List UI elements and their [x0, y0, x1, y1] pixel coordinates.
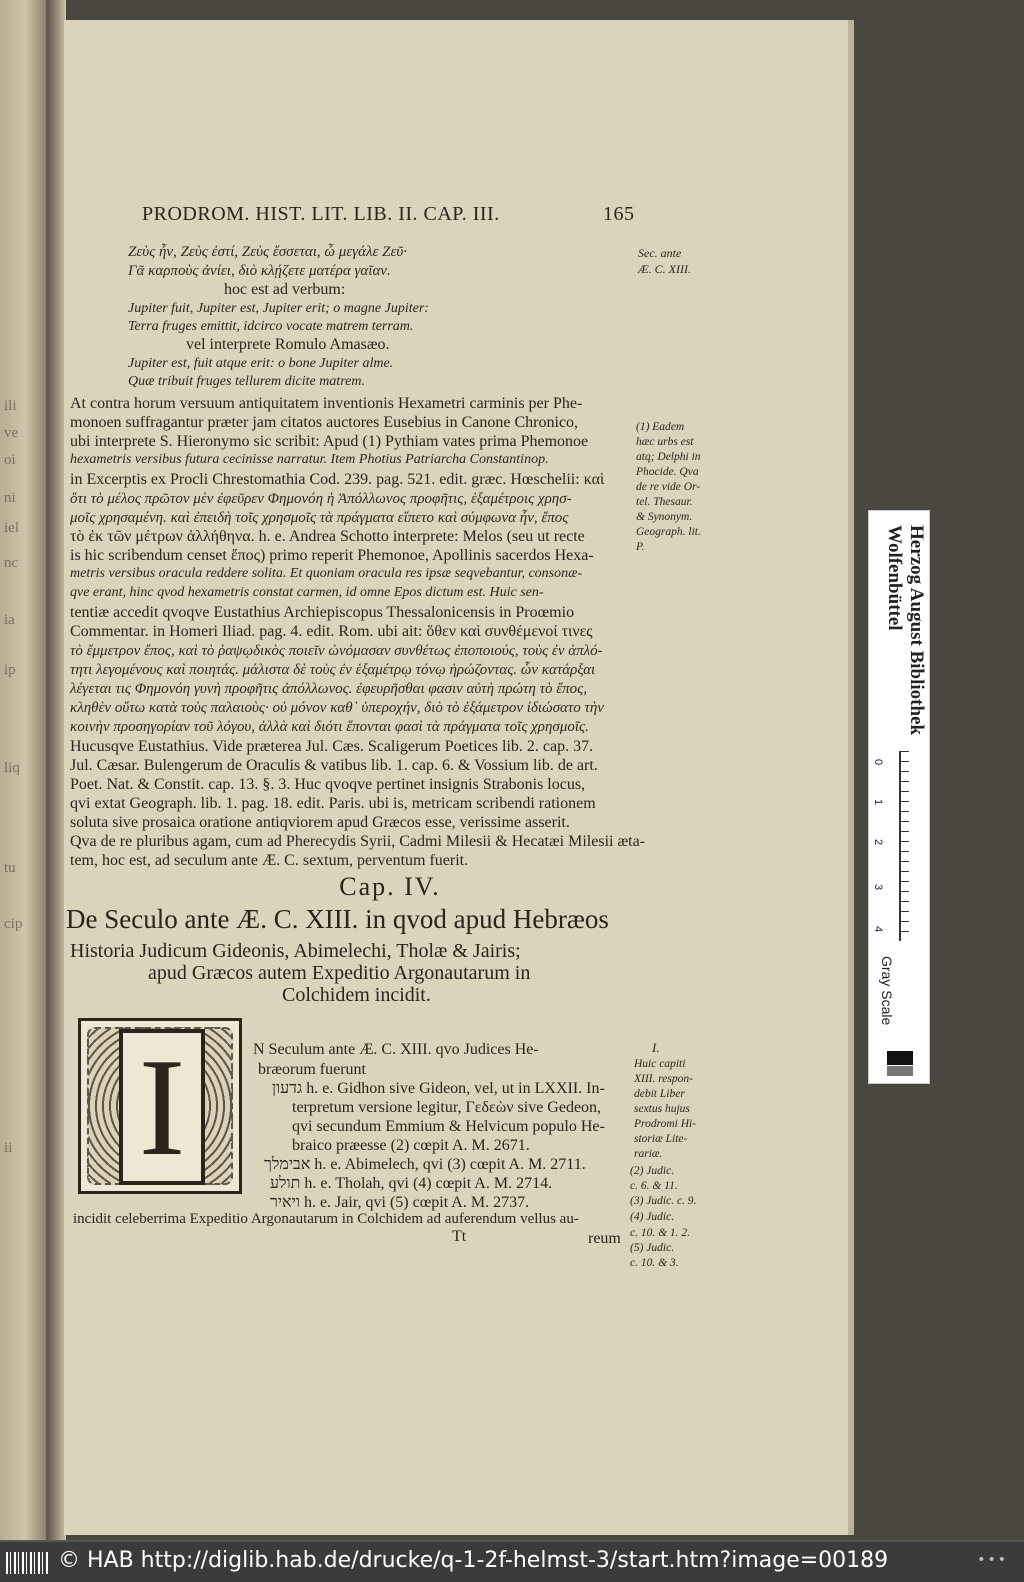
scale-number: 3	[872, 883, 885, 891]
chapter-title-line: Historia Judicum Gideonis, Abimelechi, Tholæ & Jairis;	[70, 940, 521, 962]
margin-note: tel. Thesaur.	[636, 496, 693, 508]
page-edge	[848, 20, 854, 1535]
left-page-fragment: ip	[4, 662, 16, 678]
margin-note: debit Liber	[634, 1088, 685, 1100]
gray-swatch-mid	[887, 1066, 913, 1076]
chapter-body-line: תולע h. e. Tholah, qvi (4) cœpit A. M. 2714.	[270, 1175, 553, 1192]
margin-note: I.	[652, 1040, 660, 1055]
left-page-fragment: iel	[4, 520, 19, 536]
body-line: Qva de re pluribus agam, cum ad Pherecydis Syrii, Cadmi Milesii & Hecatæi Milesii æta-	[70, 833, 645, 850]
body-line: monoen suffragantur præter jam citatos auctores Eusebius in Canone Chronico,	[70, 414, 579, 431]
footer-url[interactable]: © HAB http://diglib.hab.de/drucke/q-1-2f-helmst-3/start.htm?image=00189	[58, 1548, 889, 1573]
barcode-icon	[6, 1552, 48, 1574]
margin-note: hæc urbs est	[636, 436, 694, 448]
margin-note: storiæ Lite-	[634, 1133, 688, 1145]
body-line: Poet. Nat. & Constit. cap. 13. §. 3. Huc qvoqve pertinet insignis Strabonis locus,	[70, 776, 586, 793]
left-page-fragment: liq	[4, 760, 20, 776]
left-page-fragment: oi	[4, 452, 16, 468]
chapter-body-line: גדעון h. e. Gidhon sive Gideon, vel, ut in LXXII. In-	[272, 1080, 605, 1097]
running-title: PRODROM. HIST. LIT. LIB. II. CAP. III.	[142, 203, 500, 225]
margin-note: Huic capiti	[634, 1058, 686, 1070]
body-line: At contra horum versuum antiquitatem inventionis Hexametri carminis per Phe-	[70, 395, 583, 412]
body-line: soluta sive prosaica oratione antiqviorem apud Græcos esse, verissime asserit.	[70, 814, 570, 831]
body-line: metris versibus oracula reddere solita. Et quoniam oracula res ipsæ seqvebantur, consonæ-	[70, 566, 583, 581]
scale-number: 1	[872, 798, 885, 806]
book-gutter	[46, 0, 66, 1540]
chapter-label: Cap. IV.	[339, 872, 441, 901]
margin-note: de re vide Or-	[636, 481, 701, 493]
body-line: κληθὲν οὕτω κατὰ τοὺς παλαιοὺς· οὐ μόνον καθ᾽ ὑπεροχήν, διὸ τὸ ἑξάμετρον ἰδιώσατο τὴν	[70, 700, 604, 716]
left-page-fragment: ve	[4, 425, 19, 441]
body-line: ubi interprete S. Hieronymo sic scribit: Apud (1) Pythiam vates prima Phemonoe	[70, 433, 589, 450]
margin-note: (4) Judic.	[630, 1211, 675, 1223]
chapter-body-line: אבימלך h. e. Abimelech, qvi (3) cœpit A. M. 2711.	[264, 1156, 586, 1173]
chapter-title-line: De Seculo ante Æ. C. XIII. in qvod apud Hebræos	[66, 904, 609, 934]
body-line: τὸ ἔμμετρον ἔπος, καὶ τὸ ῥαψῳδικὸς ποιεῖν ὠνόμασαν συνθέτως ἐποποιούς, τοὺς ἐν ἁπλό-	[70, 643, 603, 659]
left-page-edge	[0, 0, 46, 1540]
greek-verse-line: Ζεὺς ἦν, Ζεὺς ἐστί, Ζεὺς ἔσσεται, ὦ μεγάλε Ζεῦ·	[128, 244, 408, 260]
margin-note: Geograph. lit.	[636, 526, 701, 538]
body-line: hexametris versibus futura cecinisse narratur. Item Photius Patriarcha Constantinop.	[70, 452, 549, 467]
body-line: Jul. Cæsar. Bulengerum de Oraculis & vatibus lib. 1. cap. 6. & Vossium lib. de art.	[70, 757, 598, 774]
catchword: reum	[588, 1230, 621, 1247]
decorated-initial	[78, 1018, 242, 1194]
gray-swatch-black	[887, 1051, 913, 1065]
chapter-body-line: N Seculum ante Æ. C. XIII. qvo Judices He-	[253, 1041, 539, 1058]
body-line: μοῖς χρησαμένη. καὶ ἐπειδὴ τοῖς χρησμοῖς τὰ πράγματα εἵπετο καὶ σύμφωνα ἦν, ἔπος	[70, 510, 569, 526]
greek-verse-line: Γᾶ καρποὺς ἀνίει, διὸ κλῄζετε ματέρα γαῖαν.	[128, 263, 391, 279]
signature-mark: Tt	[452, 1228, 467, 1245]
scale-number: 2	[872, 838, 885, 846]
latin-verse-line: Jupiter fuit, Jupiter est, Jupiter erit; o magne Jupiter:	[128, 301, 429, 316]
left-page-fragment: tu	[4, 860, 16, 876]
body-line: tentiæ accedit qvoqve Eustathius Archiepiscopus Thessalonicensis in Proœmio	[70, 604, 575, 621]
margin-note: & Synonym.	[636, 511, 693, 523]
margin-century: Sec. ante	[638, 246, 682, 260]
initial-letter: I	[119, 1029, 205, 1185]
body-line: ὅτι τὸ μέλος πρῶτον μὲν ἐφεῦρεν Φημονόη ἡ Ἀπόλλωνος προφῆτις, ἑξαμέτροις χρησ-	[70, 491, 572, 507]
body-line: κοινὴν προσηγορίαν τοῦ λόγου, ἀλλὰ καὶ διότι ἕπονται φασὶ τὰ πράγματα τοῖς χρησμοῖς.	[70, 719, 589, 735]
body-line: tem, hoc est, ad seculum ante Æ. C. sextum, perventum fuerit.	[70, 852, 469, 869]
margin-note: sextus hujus	[634, 1103, 690, 1115]
left-page-fragment: ii	[4, 1140, 13, 1156]
library-color-tag	[868, 510, 930, 1084]
margin-note: c. 10. & 3.	[630, 1257, 679, 1269]
chapter-body-line: braico præesse (2) cœpit A. M. 2671.	[292, 1137, 530, 1154]
verse-intro: hoc est ad verbum:	[224, 281, 346, 298]
margin-era: Æ. C. XIII.	[638, 262, 691, 276]
margin-note: (1) Eadem	[636, 421, 685, 433]
verse-intro: vel interprete Romulo Amasæo.	[186, 336, 390, 353]
margin-note: P.	[636, 541, 645, 553]
chapter-body-line: terpretum versione legitur, Γεδεὼν sive Gedeon,	[292, 1099, 602, 1116]
chapter-body-line: ויאיר h. e. Jair, qvi (5) cœpit A. M. 2737.	[270, 1194, 530, 1211]
margin-note: XIII. respon-	[634, 1073, 693, 1085]
chapter-body-line: bræorum fuerunt	[258, 1061, 366, 1078]
margin-note: (5) Judic.	[630, 1242, 675, 1254]
gray-scale-label: Gray Scale	[879, 956, 895, 1026]
library-name-line: Herzog August Bibliothek	[906, 525, 927, 736]
page-number: 165	[603, 203, 635, 225]
scale-number: 4	[872, 925, 885, 933]
body-line: τητι λεγομένους καὶ ποιητάς. μάλιστα δὲ τοὺς ἐν ἑξαμέτρῳ τόνῳ ἡρώζοντας. ὧν κατάρξαι	[70, 662, 596, 678]
body-line: qvi extat Geograph. lib. 1. pag. 18. edit. Paris. ubi is, metricam scribendi rationem	[70, 795, 596, 812]
body-line: Commentar. in Homeri Iliad. pag. 4. edit. Rom. ubi ait: ὅθεν καὶ συνθέμενοί τινες	[70, 623, 593, 640]
left-page-fragment: ni	[4, 490, 16, 506]
margin-note: (3) Judic. c. 9.	[630, 1195, 697, 1207]
body-line: is hic scribendum censet ἔπος) primo reperit Phemonoe, Apollinis sacerdos Hexa-	[70, 547, 594, 564]
left-page-fragment: nc	[4, 555, 19, 571]
margin-note: c. 10. & 1. 2.	[630, 1227, 691, 1239]
margin-note: (2) Judic.	[630, 1165, 675, 1177]
body-line: qve erant, hinc qvod hexametris constat carmen, id omne Epos dictum est. Huic sen-	[70, 585, 544, 600]
footer-bar	[0, 1540, 1024, 1582]
left-page-fragment: ia	[4, 612, 15, 628]
margin-note: c. 6. & 11.	[630, 1180, 678, 1192]
left-page-fragment: ili	[4, 398, 17, 414]
body-line: Hucusqve Eustathius. Vide præterea Jul. Cæs. Scaligerum Poetices lib. 2. cap. 37.	[70, 738, 594, 755]
library-name	[883, 525, 927, 735]
margin-note: rariæ.	[634, 1148, 663, 1160]
body-line: λέγεται τις Φημονόη γυνὴ προφῆτις ἀπόλλωνος. ἐφευρῆσθαι φασιν αὐτὴ πρώτη τὸ ἔπος,	[70, 681, 587, 697]
chapter-title-line: apud Græcos autem Expeditio Argonautarum in	[148, 962, 531, 984]
chapter-body-line: incidit celeberrima Expeditio Argonautarum in Colchidem ad auferendum vellus au-	[73, 1211, 579, 1227]
scale-number: 0	[872, 758, 885, 766]
chapter-body-line: qvi secundum Emmium & Helvicum populo He-	[292, 1118, 605, 1135]
left-page-fragment: cip	[4, 916, 23, 932]
margin-note: Phocide. Qva	[636, 466, 699, 478]
scale-ruler	[899, 751, 919, 941]
latin-verse-line: Quæ tribuit fruges tellurem dicite matrem.	[128, 374, 365, 389]
more-icon[interactable]: •••	[977, 1552, 1008, 1568]
library-city: Wolfenbüttel	[884, 525, 905, 631]
margin-note: Prodromi Hi-	[634, 1118, 697, 1130]
body-line: in Excerptis ex Procli Chrestomathia Cod. 239. pag. 521. edit. græc. Hœschelii: καὶ	[70, 471, 605, 488]
margin-note: atq; Delphi in	[636, 451, 701, 463]
body-line: τὸ ἐκ τῶν μέτρων ἀλλήθηνα. h. e. Andrea Schotto interprete: Melos (seu ut recte	[70, 528, 585, 545]
latin-verse-line: Jupiter est, fuit atque erit: o bone Jupiter alme.	[128, 356, 394, 371]
latin-verse-line: Terra fruges emittit, idcirco vocate matrem terram.	[128, 319, 414, 334]
chapter-title-line: Colchidem incidit.	[282, 984, 431, 1006]
